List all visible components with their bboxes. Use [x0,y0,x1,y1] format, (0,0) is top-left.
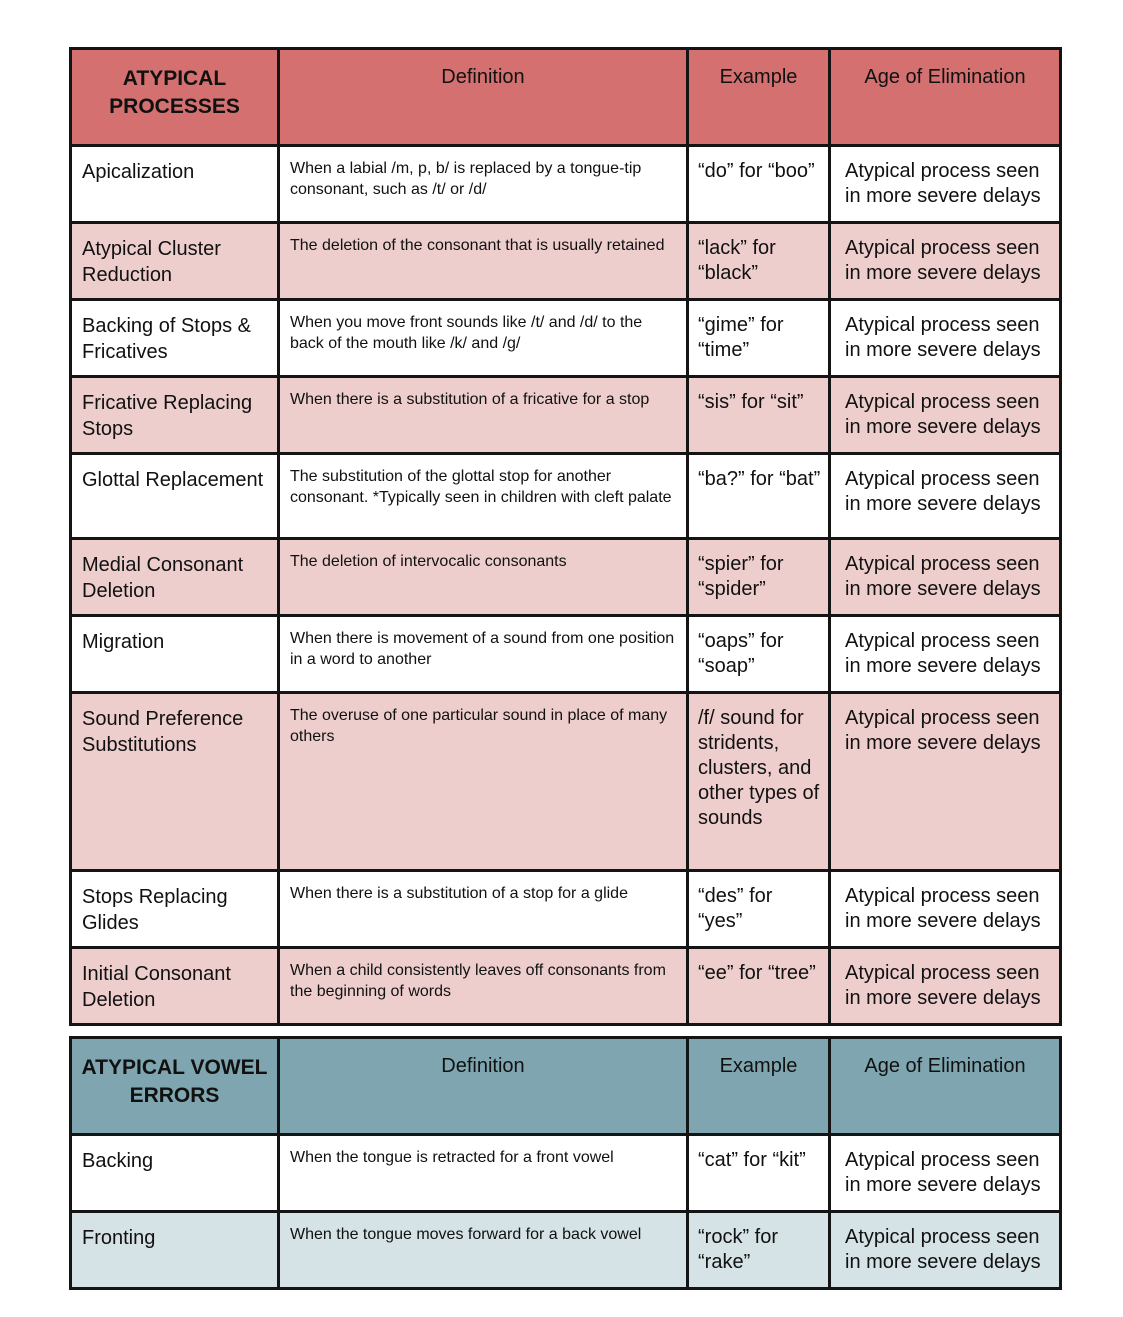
process-age: Atypical process seen in more severe delays [830,539,1061,616]
table-row [71,693,1061,871]
process-example: “gime” for “time” [688,300,830,377]
error-definition: When the tongue is retracted for a front vowel [279,1135,688,1212]
table-row [71,223,1061,300]
process-name: Glottal Replacement [71,454,279,539]
error-example: “rock” for “rake” [688,1212,830,1289]
process-example: /f/ sound for stridents, clusters, and other types of sounds [688,693,830,871]
table-row [71,454,1061,539]
process-age: Atypical process seen in more severe delays [830,616,1061,693]
header-age: Age of Elimination [830,1038,1061,1135]
process-name: Apicalization [71,146,279,223]
error-definition: When the tongue moves forward for a back vowel [279,1212,688,1289]
error-age: Atypical process seen in more severe delays [830,1212,1061,1289]
header-processes: ATYPICAL PROCESSES [71,49,279,146]
table-row [71,871,1061,948]
process-name: Atypical Cluster Reduction [71,223,279,300]
process-name: Migration [71,616,279,693]
error-name: Backing [71,1135,279,1212]
process-definition: When there is a substitution of a stop for a glide [279,871,688,948]
process-definition: The substitution of the glottal stop for another consonant. *Typically seen in children with cleft palate [279,454,688,539]
process-example: “oaps” for “soap” [688,616,830,693]
process-example: “do” for “boo” [688,146,830,223]
table-row [71,1135,1061,1212]
error-name: Fronting [71,1212,279,1289]
process-age: Atypical process seen in more severe delays [830,871,1061,948]
header-definition: Definition [279,49,688,146]
header-definition: Definition [279,1038,688,1135]
process-definition: The overuse of one particular sound in place of many others [279,693,688,871]
table-row [71,539,1061,616]
process-example: “sis” for “sit” [688,377,830,454]
process-name: Medial Consonant Deletion [71,539,279,616]
process-definition: When there is movement of a sound from one position in a word to another [279,616,688,693]
process-age: Atypical process seen in more severe delays [830,377,1061,454]
error-age: Atypical process seen in more severe delays [830,1135,1061,1212]
atypical-processes-table [69,47,1062,1026]
table-row [71,377,1061,454]
process-example: “lack” for “black” [688,223,830,300]
header-example: Example [688,49,830,146]
table-row [71,616,1061,693]
error-example: “cat” for “kit” [688,1135,830,1212]
table-row [71,948,1061,1025]
header-vowel-errors: ATYPICAL VOWEL ERRORS [71,1038,279,1135]
table-header-row [71,49,1061,146]
process-name: Fricative Replacing Stops [71,377,279,454]
table-row [71,300,1061,377]
process-definition: When you move front sounds like /t/ and /d/ to the back of the mouth like /k/ and /g/ [279,300,688,377]
process-name: Stops Replacing Glides [71,871,279,948]
process-definition: The deletion of the consonant that is usually retained [279,223,688,300]
process-age: Atypical process seen in more severe delays [830,223,1061,300]
process-definition: The deletion of intervocalic consonants [279,539,688,616]
process-example: “des” for “yes” [688,871,830,948]
process-example: “ee” for “tree” [688,948,830,1025]
process-name: Backing of Stops & Fricatives [71,300,279,377]
header-example: Example [688,1038,830,1135]
process-age: Atypical process seen in more severe delays [830,948,1061,1025]
atypical-vowel-errors-table [69,1036,1062,1290]
process-age: Atypical process seen in more severe delays [830,146,1061,223]
process-example: “spier” for “spider” [688,539,830,616]
process-age: Atypical process seen in more severe delays [830,300,1061,377]
process-example: “ba?” for “bat” [688,454,830,539]
process-definition: When there is a substitution of a fricative for a stop [279,377,688,454]
process-definition: When a labial /m, p, b/ is replaced by a tongue-tip consonant, such as /t/ or /d/ [279,146,688,223]
process-age: Atypical process seen in more severe delays [830,454,1061,539]
table-header-row [71,1038,1061,1135]
process-name: Sound Preference Substitutions [71,693,279,871]
process-definition: When a child consistently leaves off consonants from the beginning of words [279,948,688,1025]
process-age: Atypical process seen in more severe delays [830,693,1061,871]
table-row [71,146,1061,223]
table-row [71,1212,1061,1289]
process-name: Initial Consonant Deletion [71,948,279,1025]
header-age: Age of Elimination [830,49,1061,146]
